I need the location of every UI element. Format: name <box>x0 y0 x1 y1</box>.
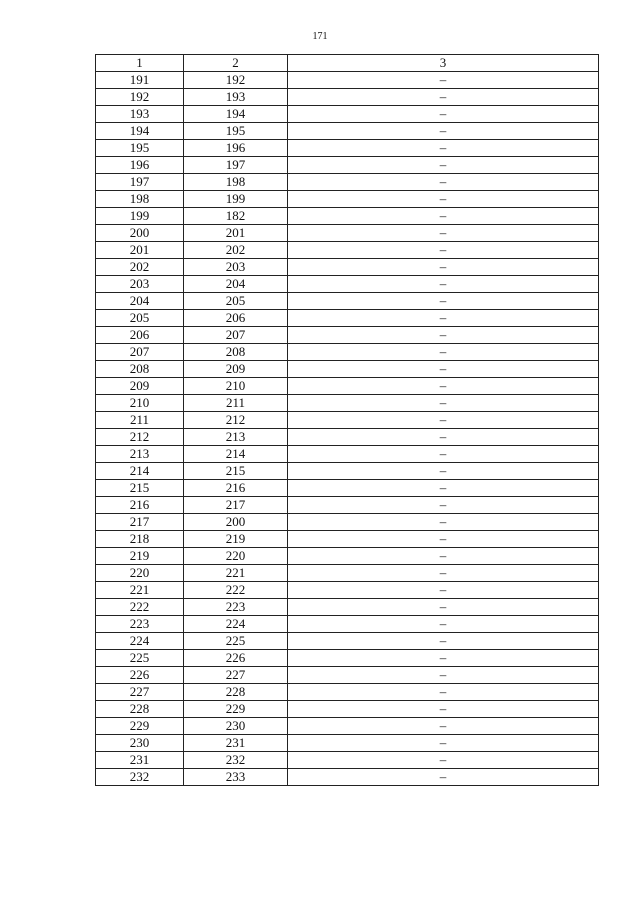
table-cell: 211 <box>184 395 288 412</box>
table-cell: 232 <box>184 752 288 769</box>
table-cell: 226 <box>184 650 288 667</box>
table-cell: – <box>288 361 599 378</box>
table-cell: 219 <box>96 548 184 565</box>
table-cell: – <box>288 208 599 225</box>
table-cell: 204 <box>96 293 184 310</box>
table-cell: 213 <box>96 446 184 463</box>
table-cell: 192 <box>184 72 288 89</box>
table-cell: 192 <box>96 89 184 106</box>
table-row <box>96 531 599 548</box>
table-cell: 225 <box>96 650 184 667</box>
table-row <box>96 72 599 89</box>
data-table <box>95 54 599 786</box>
table-cell: 228 <box>96 701 184 718</box>
table-cell: – <box>288 123 599 140</box>
table-row <box>96 310 599 327</box>
table-cell: – <box>288 378 599 395</box>
table-cell: 222 <box>184 582 288 599</box>
table-cell: 206 <box>96 327 184 344</box>
table-row <box>96 769 599 786</box>
table-cell: 222 <box>96 599 184 616</box>
table-row <box>96 718 599 735</box>
table-cell: 201 <box>96 242 184 259</box>
table-cell: 207 <box>96 344 184 361</box>
column-header: 3 <box>288 55 599 72</box>
table-body <box>96 55 599 786</box>
table-cell: 193 <box>184 89 288 106</box>
table-cell: 197 <box>184 157 288 174</box>
table-cell: – <box>288 174 599 191</box>
table-cell: – <box>288 701 599 718</box>
table-row <box>96 633 599 650</box>
table-row <box>96 582 599 599</box>
table-cell: 221 <box>96 582 184 599</box>
table-row <box>96 650 599 667</box>
table-cell: 228 <box>184 684 288 701</box>
table-cell: 224 <box>184 616 288 633</box>
table-cell: – <box>288 344 599 361</box>
table-row <box>96 735 599 752</box>
table-row <box>96 106 599 123</box>
table-row <box>96 684 599 701</box>
table-cell: 193 <box>96 106 184 123</box>
table-cell: 196 <box>184 140 288 157</box>
table-cell: 210 <box>96 395 184 412</box>
table-row <box>96 174 599 191</box>
table-cell: 230 <box>184 718 288 735</box>
table-cell: – <box>288 412 599 429</box>
table-row <box>96 344 599 361</box>
table-cell: 200 <box>184 514 288 531</box>
table-cell: 198 <box>184 174 288 191</box>
table-cell: 207 <box>184 327 288 344</box>
table-cell: 195 <box>96 140 184 157</box>
table-cell: – <box>288 616 599 633</box>
table-row <box>96 667 599 684</box>
table-cell: 223 <box>96 616 184 633</box>
table-cell: 182 <box>184 208 288 225</box>
table-cell: 199 <box>96 208 184 225</box>
table-cell: – <box>288 650 599 667</box>
table-row <box>96 208 599 225</box>
table-cell: 231 <box>96 752 184 769</box>
table-cell: – <box>288 276 599 293</box>
table-row <box>96 395 599 412</box>
table-cell: 194 <box>96 123 184 140</box>
table-row <box>96 599 599 616</box>
table-row <box>96 548 599 565</box>
table-cell: – <box>288 72 599 89</box>
table-row <box>96 157 599 174</box>
table-row <box>96 89 599 106</box>
table-cell: – <box>288 310 599 327</box>
table-cell: 191 <box>96 72 184 89</box>
table-cell: – <box>288 667 599 684</box>
table-cell: – <box>288 327 599 344</box>
table-row <box>96 276 599 293</box>
table-cell: 195 <box>184 123 288 140</box>
table-cell: – <box>288 565 599 582</box>
table-row <box>96 514 599 531</box>
table-cell: 215 <box>96 480 184 497</box>
table-cell: 211 <box>96 412 184 429</box>
table-cell: – <box>288 293 599 310</box>
table-cell: – <box>288 480 599 497</box>
table-cell: – <box>288 89 599 106</box>
table-row <box>96 412 599 429</box>
column-header: 2 <box>184 55 288 72</box>
table-cell: 201 <box>184 225 288 242</box>
table-row <box>96 242 599 259</box>
table-cell: 215 <box>184 463 288 480</box>
table-cell: 233 <box>184 769 288 786</box>
table-cell: 206 <box>184 310 288 327</box>
table-cell: 209 <box>184 361 288 378</box>
table-cell: 217 <box>96 514 184 531</box>
table-cell: – <box>288 752 599 769</box>
table-row <box>96 497 599 514</box>
page-number: 171 <box>312 31 328 42</box>
table-cell: 202 <box>96 259 184 276</box>
table-row <box>96 140 599 157</box>
column-header: 1 <box>96 55 184 72</box>
table-row <box>96 259 599 276</box>
table-cell: 231 <box>184 735 288 752</box>
table-cell: 218 <box>96 531 184 548</box>
table-row <box>96 752 599 769</box>
table-cell: 209 <box>96 378 184 395</box>
table-cell: 199 <box>184 191 288 208</box>
table-cell: – <box>288 531 599 548</box>
table-row <box>96 616 599 633</box>
table-cell: 229 <box>96 718 184 735</box>
table-row <box>96 225 599 242</box>
table-cell: 208 <box>184 344 288 361</box>
table-cell: – <box>288 718 599 735</box>
table-row <box>96 327 599 344</box>
table-cell: 194 <box>184 106 288 123</box>
table-cell: 216 <box>184 480 288 497</box>
table-cell: 227 <box>184 667 288 684</box>
table-row <box>96 463 599 480</box>
table-cell: – <box>288 548 599 565</box>
table-cell: – <box>288 497 599 514</box>
table-cell: 224 <box>96 633 184 650</box>
table-row <box>96 480 599 497</box>
table-cell: 213 <box>184 429 288 446</box>
table-cell: – <box>288 259 599 276</box>
table-cell: – <box>288 429 599 446</box>
table-cell: 212 <box>96 429 184 446</box>
table-cell: 200 <box>96 225 184 242</box>
table-cell: – <box>288 191 599 208</box>
table-cell: – <box>288 633 599 650</box>
table-cell: – <box>288 599 599 616</box>
table-cell: 223 <box>184 599 288 616</box>
table-cell: 221 <box>184 565 288 582</box>
table-row <box>96 361 599 378</box>
table-cell: 203 <box>96 276 184 293</box>
table-cell: 205 <box>184 293 288 310</box>
table-cell: 227 <box>96 684 184 701</box>
table-cell: 202 <box>184 242 288 259</box>
table-cell: 220 <box>96 565 184 582</box>
table-cell: – <box>288 106 599 123</box>
table-cell: 203 <box>184 259 288 276</box>
table-cell: – <box>288 582 599 599</box>
table-cell: 217 <box>184 497 288 514</box>
table-cell: – <box>288 242 599 259</box>
table-cell: 204 <box>184 276 288 293</box>
table-cell: 220 <box>184 548 288 565</box>
table-cell: 230 <box>96 735 184 752</box>
table-cell: 198 <box>96 191 184 208</box>
table-row <box>96 123 599 140</box>
table-cell: 210 <box>184 378 288 395</box>
table-cell: 216 <box>96 497 184 514</box>
table-row <box>96 378 599 395</box>
table-cell: – <box>288 514 599 531</box>
table-cell: 226 <box>96 667 184 684</box>
table-cell: – <box>288 225 599 242</box>
table-row <box>96 429 599 446</box>
table-cell: – <box>288 446 599 463</box>
table-cell: 208 <box>96 361 184 378</box>
table-row <box>96 565 599 582</box>
table-row <box>96 191 599 208</box>
table-cell: – <box>288 769 599 786</box>
table-cell: 214 <box>96 463 184 480</box>
table-cell: – <box>288 395 599 412</box>
table-cell: 212 <box>184 412 288 429</box>
table-row <box>96 701 599 718</box>
table-header-row <box>96 55 599 72</box>
table-cell: 214 <box>184 446 288 463</box>
table-row <box>96 446 599 463</box>
table-cell: 196 <box>96 157 184 174</box>
table-cell: 232 <box>96 769 184 786</box>
table-cell: 197 <box>96 174 184 191</box>
table-cell: – <box>288 735 599 752</box>
table-cell: 205 <box>96 310 184 327</box>
table-cell: – <box>288 140 599 157</box>
table-cell: – <box>288 157 599 174</box>
table-cell: – <box>288 463 599 480</box>
table-cell: – <box>288 684 599 701</box>
table-cell: 229 <box>184 701 288 718</box>
table-row <box>96 293 599 310</box>
table-cell: 219 <box>184 531 288 548</box>
table-cell: 225 <box>184 633 288 650</box>
